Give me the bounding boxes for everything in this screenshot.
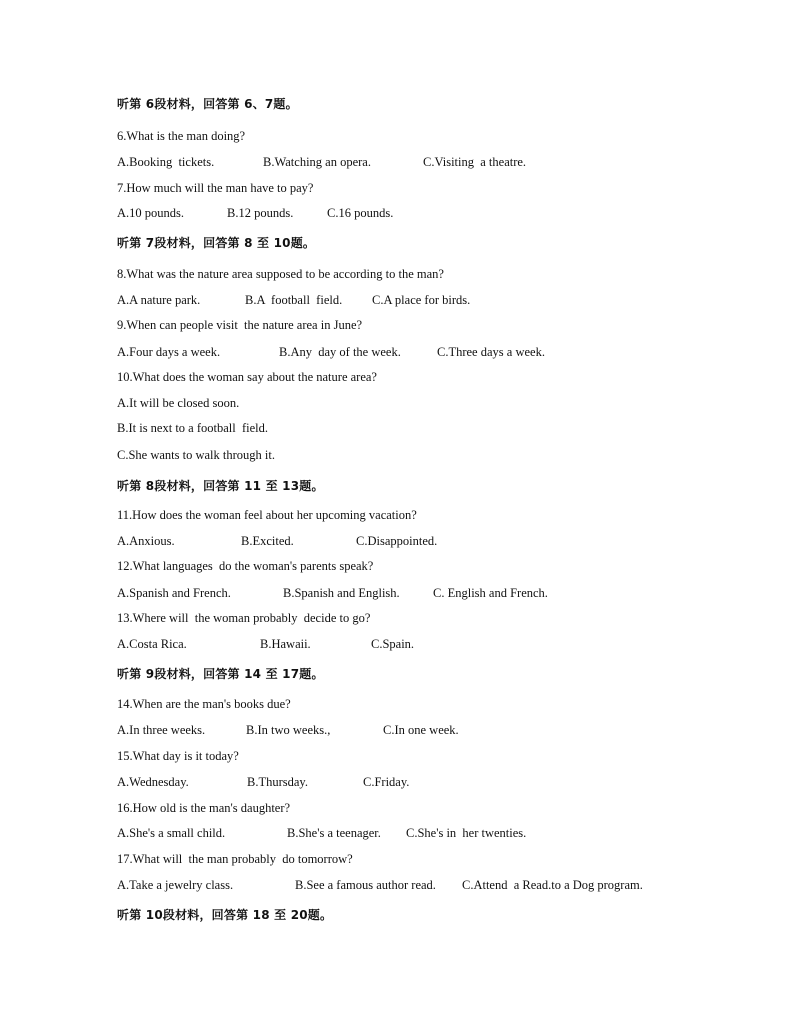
option-c: C.Friday. (363, 775, 410, 789)
question-text: 8.What was the nature area supposed to be according to the man? (117, 267, 444, 281)
option-c: C.In one week. (383, 723, 459, 737)
question-text: 12.What languages do the woman's parents speak? (117, 559, 374, 573)
option-b: B.12 pounds. (227, 206, 294, 220)
option-row (117, 154, 526, 171)
option-c: C.Spain. (371, 637, 415, 651)
option-c: C.She's in her twenties. (406, 826, 527, 840)
option-b: B.She's a teenager. (287, 826, 381, 840)
section-heading: 听第 10段材料，回答第 18 至 20题。 (117, 908, 333, 922)
question-text: 10.What does the woman say about the nature area? (117, 370, 377, 384)
option-b: B.Any day of the week. (279, 345, 401, 359)
option-b: B.Hawaii. (260, 637, 311, 651)
question-text: 14.When are the man's books due? (117, 697, 291, 711)
option-c: C.Attend a Read.to a Dog program. (462, 878, 643, 892)
question-text: 7.How much will the man have to pay? (117, 181, 314, 195)
option-row (117, 636, 414, 653)
option-a: A.Wednesday. (117, 775, 189, 789)
option-a: A.Anxious. (117, 534, 175, 548)
section-heading: 听第 6段材料，回答第 6、7题。 (117, 97, 298, 111)
option-row (117, 344, 545, 361)
option-c: C.A place for birds. (372, 293, 471, 307)
option-c: C.Visiting a theatre. (423, 155, 527, 169)
option-b: B.Excited. (241, 534, 294, 548)
option-a: A.It will be closed soon. (117, 396, 240, 410)
option-b: B.A football field. (245, 293, 343, 307)
option-a: A.Booking tickets. (117, 155, 215, 169)
section-heading: 听第 7段材料，回答第 8 至 10题。 (117, 236, 316, 250)
option-a: A.In three weeks. (117, 723, 206, 737)
option-row (117, 877, 643, 894)
option-row (117, 533, 437, 550)
option-b: B.It is next to a football field. (117, 421, 269, 435)
option-row (117, 825, 526, 842)
option-c: C.Disappointed. (356, 534, 438, 548)
question-text: 15.What day is it today? (117, 749, 239, 763)
option-c: C.She wants to walk through it. (117, 448, 275, 462)
option-a: A.Four days a week. (117, 345, 221, 359)
option-b: B.Watching an opera. (263, 155, 371, 169)
question-text: 6.What is the man doing? (117, 129, 246, 143)
question-text: 16.How old is the man's daughter? (117, 801, 291, 815)
option-a: A.She's a small child. (117, 826, 226, 840)
option-a: A.A nature park. (117, 293, 201, 307)
option-b: B.In two weeks., (246, 723, 331, 737)
section-heading: 听第 8段材料，回答第 11 至 13题。 (117, 479, 324, 493)
question-text: 13.Where will the woman probably decide to go? (117, 611, 371, 625)
option-c: C.16 pounds. (327, 206, 394, 220)
option-c: C. English and French. (433, 586, 548, 600)
option-row (117, 774, 409, 791)
option-row (117, 722, 459, 739)
option-a: A.Costa Rica. (117, 637, 187, 651)
question-text: 11.How does the woman feel about her upcoming vacation? (117, 508, 417, 522)
option-b: B.See a famous author read. (295, 878, 436, 892)
option-row (117, 205, 393, 222)
question-text: 9.When can people visit the nature area in June? (117, 318, 363, 332)
option-b: B.Spanish and English. (283, 586, 400, 600)
option-a: A.Take a jewelry class. (117, 878, 234, 892)
option-row (117, 292, 470, 309)
option-a: A.Spanish and French. (117, 586, 231, 600)
question-text: 17.What will the man probably do tomorrow? (117, 852, 353, 866)
option-row (117, 585, 548, 602)
option-c: C.Three days a week. (437, 345, 545, 359)
option-b: B.Thursday. (247, 775, 308, 789)
option-a: A.10 pounds. (117, 206, 185, 220)
section-heading: 听第 9段材料，回答第 14 至 17题。 (117, 667, 324, 681)
